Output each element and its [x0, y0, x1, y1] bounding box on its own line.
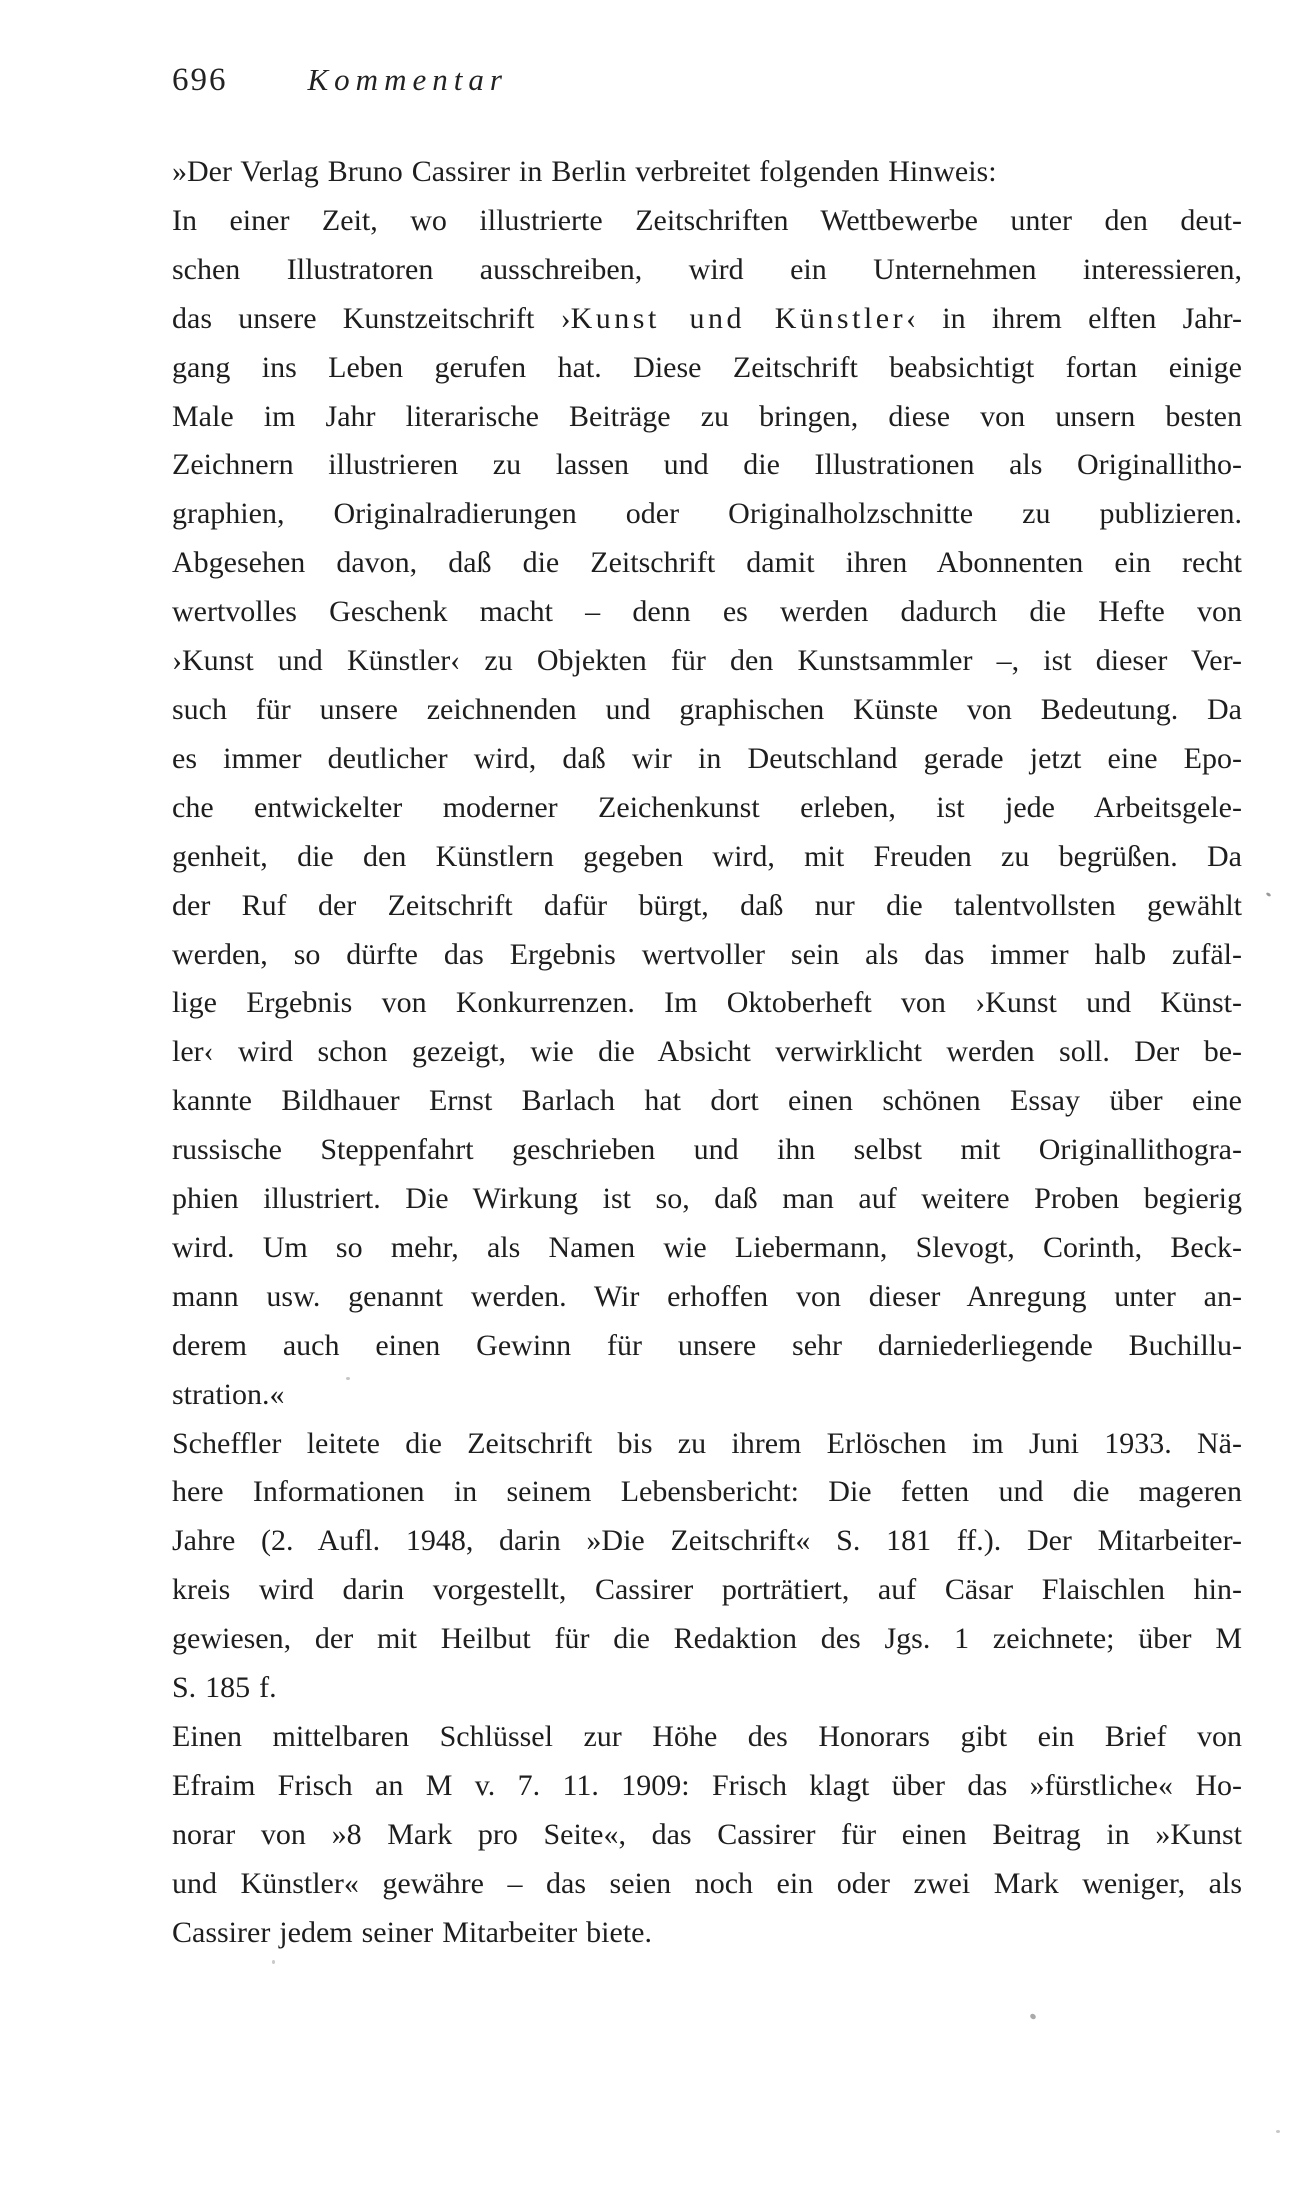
text-line: mann usw. genannt werden. Wir erhoffen von dieser Anregung unter an-: [172, 1279, 1242, 1313]
text-line: schen Illustratoren ausschreiben, wird ein Unternehmen interessieren,: [172, 252, 1242, 286]
scan-speck: [1276, 2130, 1280, 2133]
scan-speck: [346, 1377, 350, 1380]
text-segment: ‹ in ihrem elften Jahr-: [906, 301, 1242, 335]
text-line: Jahre (2. Aufl. 1948, darin »Die Zeitschrift« S. 181 ff.). Der Mitarbeiter-: [172, 1524, 1242, 1558]
text-line: kannte Bildhauer Ernst Barlach hat dort einen schönen Essay über eine: [172, 1084, 1242, 1118]
text-line: phien illustriert. Die Wirkung ist so, daß man auf weitere Proben begierig: [172, 1182, 1242, 1216]
text-line: kreis wird darin vorgestellt, Cassirer porträtiert, auf Cäsar Flaischlen hin-: [172, 1573, 1242, 1607]
scan-speck: [1266, 892, 1272, 897]
scan-speck: [272, 1960, 275, 1964]
text-line: genheit, die den Künstlern gegeben wird, mit Freuden zu begrüßen. Da: [172, 839, 1242, 873]
text-line: In einer Zeit, wo illustrierte Zeitschriften Wettbewerbe unter den deut-: [172, 203, 1242, 237]
text-line: here Informationen in seinem Lebensbericht: Die fetten und die mageren: [172, 1475, 1242, 1509]
text-line: Einen mittelbaren Schlüssel zur Höhe des Honorars gibt ein Brief von: [172, 1720, 1242, 1753]
text-line: der Ruf der Zeitschrift dafür bürgt, daß nur die talentvollsten gewählt: [172, 888, 1242, 922]
text-line: und Künstler« gewähre – das seien noch ein oder zwei Mark weniger, als: [172, 1866, 1242, 1900]
text-line: gang ins Leben gerufen hat. Diese Zeitschrift beabsichtigt fortan einige: [172, 350, 1242, 384]
text-line: che entwickelter moderner Zeichenkunst erleben, ist jede Arbeitsgele-: [172, 790, 1242, 824]
text-segment-letterspaced: Kunst und Künstler: [570, 301, 907, 335]
text-line: »Der Verlag Bruno Cassirer in Berlin verbreitet folgenden Hinweis:: [172, 155, 997, 188]
text-line: such für unsere zeichnenden und graphischen Künste von Bedeutung. Da: [172, 692, 1242, 726]
page-header: [172, 62, 1242, 99]
text-line: norar von »8 Mark pro Seite«, das Cassirer für einen Beitrag in »Kunst: [172, 1817, 1242, 1851]
text-line: Abgesehen davon, daß die Zeitschrift damit ihren Abonnenten ein recht: [172, 546, 1242, 580]
text-line: wertvolles Geschenk macht – denn es werden dadurch die Hefte von: [172, 595, 1242, 629]
text-line: wird. Um so mehr, als Namen wie Liebermann, Slevogt, Corinth, Beck-: [172, 1230, 1242, 1264]
running-title: Kommentar: [307, 62, 508, 97]
text-line: Male im Jahr literarische Beiträge zu bringen, diese von unsern besten: [172, 399, 1242, 433]
text-line: ler‹ wird schon gezeigt, wie die Absicht verwirklicht werden soll. Der be-: [172, 1035, 1242, 1069]
text-line: S. 185 f.: [172, 1671, 277, 1705]
text-line: Scheffler leitete die Zeitschrift bis zu ihrem Erlöschen im Juni 1933. Nä-: [172, 1426, 1242, 1460]
text-line: derem auch einen Gewinn für unsere sehr darniederliegende Buchillu-: [172, 1328, 1242, 1362]
text-line: Zeichnern illustrieren zu lassen und die Illustrationen als Originallitho-: [172, 448, 1242, 482]
text-line: russische Steppenfahrt geschrieben und ihn selbst mit Originallithogra-: [172, 1133, 1242, 1167]
text-line: es immer deutlicher wird, daß wir in Deutschland gerade jetzt eine Epo-: [172, 741, 1242, 775]
text-line: Cassirer jedem seiner Mitarbeiter biete.: [172, 1915, 652, 1949]
text-line: lige Ergebnis von Konkurrenzen. Im Oktoberheft von ›Kunst und Künst-: [172, 986, 1242, 1020]
commentary-text-block: [172, 148, 1242, 1958]
text-segment: das unsere Kunstzeitschrift ›: [172, 301, 571, 335]
text-line: ›Kunst und Künstler‹ zu Objekten für den Kunstsammler –, ist dieser Ver-: [172, 644, 1242, 678]
text-line: graphien, Originalradierungen oder Originalholzschnitte zu publizieren.: [172, 497, 1242, 531]
text-line: Efraim Frisch an M v. 7. 11. 1909: Frisch klagt über das »fürstliche« Ho-: [172, 1768, 1242, 1802]
text-line: [172, 295, 1242, 344]
text-line: gewiesen, der mit Heilbut für die Redaktion des Jgs. 1 zeichnete; über M: [172, 1622, 1242, 1656]
text-line: werden, so dürfte das Ergebnis wertvoller sein als das immer halb zufäl-: [172, 937, 1242, 971]
scan-speck: [1029, 2013, 1037, 2021]
text-line: stration.«: [172, 1377, 285, 1411]
page-number: 696: [172, 62, 228, 98]
